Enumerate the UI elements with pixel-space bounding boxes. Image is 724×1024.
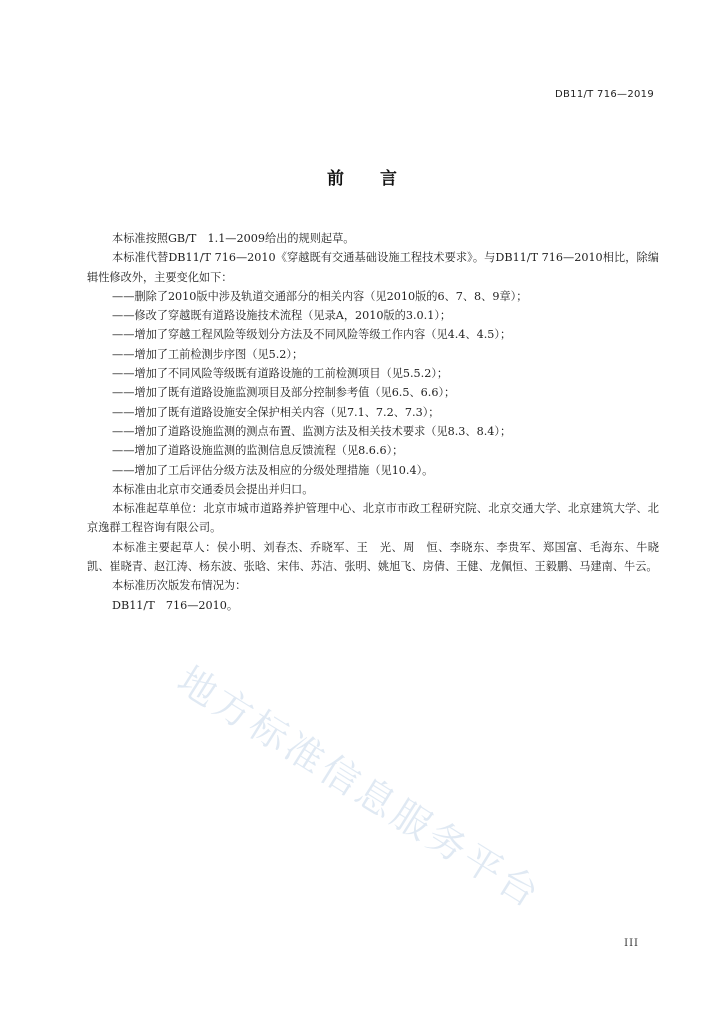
change-item: ——增加了既有道路设施监测项目及部分控制参考值（见6.5、6.6）； <box>112 386 456 400</box>
change-item: ——增加了不同风险等级既有道路设施的工前检测项目（见5.5.2）； <box>112 367 449 381</box>
drafting-units-paragraph: 本标准起草单位：北京市城市道路养护管理中心、北京市市政工程研究院、北京交通大学、北京建筑大学、北京逸群工程咨询有限公司。 <box>87 502 659 535</box>
change-item: ——增加了穿越工程风险等级划分方法及不同风险等级工作内容（见4.4、4.5）； <box>112 328 512 342</box>
document-code: DB11/T 716—2019 <box>555 89 654 100</box>
history-heading-paragraph: 本标准历次版发布情况为： <box>112 579 247 593</box>
change-item: ——增加了工前检测步序图（见5.2）； <box>112 347 304 361</box>
change-item: ——修改了穿越既有道路设施技术流程（见录A，2010版的3.0.1）； <box>112 309 452 323</box>
change-item: ——增加了工后评估分级方法及相应的分级处理措施（见10.4）。 <box>112 463 434 477</box>
history-version-paragraph: DB11/T 716—2010。 <box>112 598 239 612</box>
page-title: 前言 <box>327 169 433 189</box>
page-number: III <box>624 938 639 949</box>
change-item: ——增加了道路设施监测的测点布置、监测方法及相关技术要求（见8.3、8.4）； <box>112 424 512 438</box>
watermark: 地方标准信息服务平台 <box>169 657 550 918</box>
change-item: ——增加了道路设施监测的监测信息反馈流程（见8.6.6）； <box>112 444 404 458</box>
drafting-rule-paragraph: 本标准按照GB/T 1.1—2009给出的规则起草。 <box>112 232 355 245</box>
proposer-paragraph: 本标准由北京市交通委员会提出并归口。 <box>112 482 314 496</box>
foreword-body <box>87 229 659 615</box>
drafters-paragraph: 本标准主要起草人：侯小明、刘春杰、乔晓军、王 光、周 恒、李晓东、李贵军、郑国富、毛海东、牛晓凯、崔晓青、赵江涛、杨东波、张晗、宋伟、苏洁、张明、姚旭飞、房倩、王健、龙佩恒、王毅鹏、马建南、牛云。 <box>87 540 659 574</box>
change-item: ——增加了既有道路设施安全保护相关内容（见7.1、7.2、7.3）； <box>112 405 440 419</box>
change-item: ——删除了2010版中涉及轨道交通部分的相关内容（见2010版的6、7、8、9章）； <box>112 289 528 303</box>
replacement-paragraph: 本标准代替DB11/T 716—2010《穿越既有交通基础设施工程技术要求》。与DB11/T 716—2010相比，除编辑性修改外，主要变化如下： <box>87 251 659 284</box>
